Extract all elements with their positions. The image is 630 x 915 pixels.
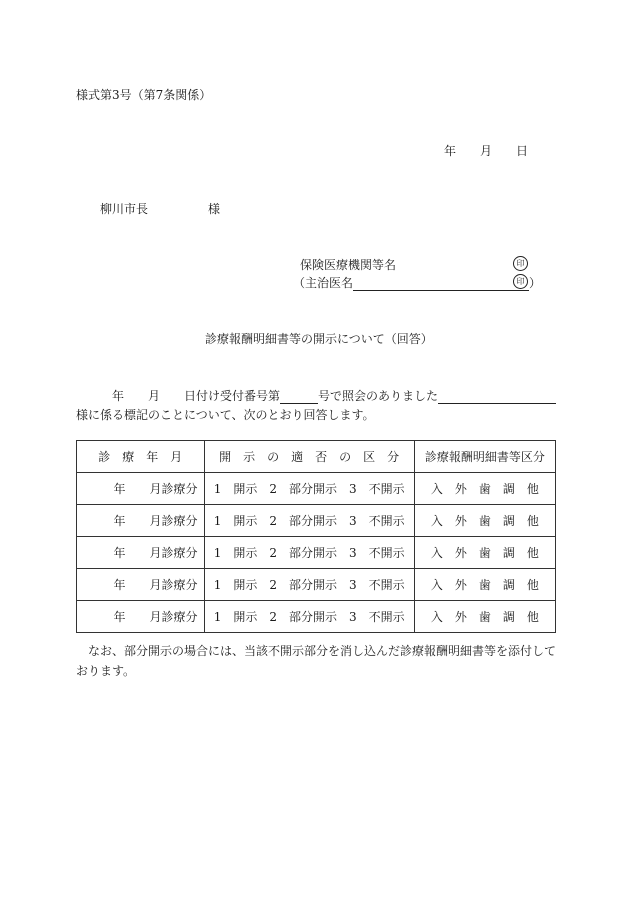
category-cell: 入 外 歯 調 他 <box>414 601 555 633</box>
receipt-number-underline <box>280 390 318 404</box>
institution-label: 保険医療機関等名 <box>300 258 397 272</box>
addressee: 柳川市長 様 <box>100 202 221 216</box>
header-period: 診 療 年 月 <box>77 441 205 473</box>
disclosure-cell: 1 開示 2 部分開示 3 不開示 <box>204 537 414 569</box>
form-number: 様式第3号（第7条関係） <box>76 88 212 102</box>
seal-icon: 印 <box>513 274 528 289</box>
disclosure-table <box>76 440 556 633</box>
category-cell: 入 外 歯 調 他 <box>414 537 555 569</box>
table-header-row <box>77 441 556 473</box>
period-cell: 年 月診療分 <box>77 537 205 569</box>
note-line-2: おります。 <box>76 664 136 678</box>
physician-close: ） <box>529 276 542 290</box>
disclosure-cell: 1 開示 2 部分開示 3 不開示 <box>204 473 414 505</box>
body-line-1 <box>112 387 556 404</box>
disclosure-cell: 1 開示 2 部分開示 3 不開示 <box>204 505 414 537</box>
date-line: 年 月 日 <box>444 144 529 158</box>
seal-icon: 印 <box>513 256 528 271</box>
physician-name-underline <box>353 277 529 291</box>
physician-line <box>293 274 541 291</box>
period-cell: 年 月診療分 <box>77 473 205 505</box>
body-line1-mid: 号で照会のありました <box>318 389 439 403</box>
header-category: 診療報酬明細書等区分 <box>414 441 555 473</box>
period-cell: 年 月診療分 <box>77 569 205 601</box>
disclosure-cell: 1 開示 2 部分開示 3 不開示 <box>204 569 414 601</box>
body-line-2: 様に係る標記のことについて、次のとおり回答します。 <box>76 408 375 422</box>
table-row <box>77 569 556 601</box>
category-cell: 入 外 歯 調 他 <box>414 473 555 505</box>
category-cell: 入 外 歯 調 他 <box>414 505 555 537</box>
note-line-1: なお、部分開示の場合には、当該不開示部分を消し込んだ診療報酬明細書等を添付して <box>88 644 557 658</box>
patient-name-underline <box>438 390 556 404</box>
body-line1-prefix: 年 月 日付け受付番号第 <box>112 389 281 403</box>
category-cell: 入 外 歯 調 他 <box>414 569 555 601</box>
period-cell: 年 月診療分 <box>77 505 205 537</box>
table-row <box>77 473 556 505</box>
disclosure-cell: 1 開示 2 部分開示 3 不開示 <box>204 601 414 633</box>
physician-label: （主治医名 <box>293 276 354 290</box>
period-cell: 年 月診療分 <box>77 601 205 633</box>
header-disclosure: 開 示 の 適 否 の 区 分 <box>204 441 414 473</box>
table-row <box>77 505 556 537</box>
table-row <box>77 601 556 633</box>
document-title: 診療報酬明細書等の開示について（回答） <box>205 332 433 346</box>
table-row <box>77 537 556 569</box>
